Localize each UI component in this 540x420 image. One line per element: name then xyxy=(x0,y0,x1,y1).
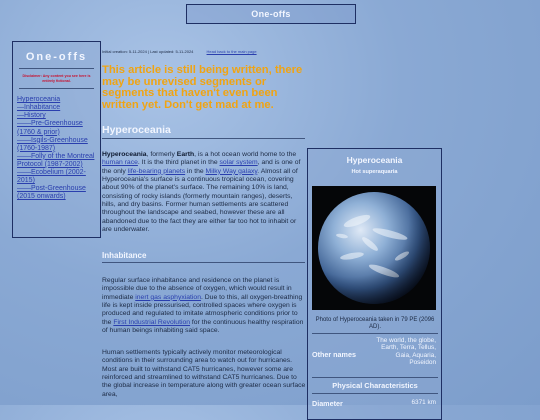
sidebar-link-hyperoceania[interactable]: Hyperoceania xyxy=(17,96,61,104)
inhabitance-text: Regular surface inhabitance and residence on the planet is impossible due to the absence of oxygen, which would result in immediate xyxy=(102,277,292,301)
site-title-bar xyxy=(186,4,356,24)
infobox-title: Hyperoceania xyxy=(346,155,403,165)
sidebar-link-history[interactable]: —History xyxy=(17,112,46,120)
sidebar-link-ecobelium[interactable]: ——Ecobelium (2002-2015) xyxy=(17,169,86,185)
sidebar-link-pre-greenhouse[interactable]: ——Pre-Greenhouse (1760 & prior) xyxy=(17,120,83,136)
infobox-divider xyxy=(312,393,438,394)
section-divider xyxy=(102,262,305,263)
sidebar-divider xyxy=(19,88,94,89)
infobox-other-names-label: Other names xyxy=(312,350,356,359)
intro-text: . It is the third planet in the xyxy=(137,159,220,167)
site-title: One-offs xyxy=(251,9,291,19)
infobox-divider xyxy=(312,333,438,334)
article-meta xyxy=(102,49,257,54)
infobox xyxy=(307,148,442,420)
infobox-subtitle: Hot superaquaria xyxy=(351,169,398,175)
back-to-main-link[interactable]: Head back to the main page xyxy=(206,49,257,54)
inhabitance-paragraph-2: Human settlements typically actively monitor meteorological conditions in their surrounding area to watch out for hurricanes. Most are built to withstand CAT5 hurricanes, however some are reinforced and streamlined to withstand CAT5 hurricanes. Due to the global increase in temperature along with greater ocean surface area, xyxy=(102,349,306,398)
intro-text: , is a hot ocean world home to the xyxy=(194,151,297,158)
infobox-physical-heading: Physical Characteristics xyxy=(332,381,418,390)
planet-photo xyxy=(312,186,436,310)
article-heading: Hyperoceania xyxy=(102,124,171,136)
infobox-diameter-value: 6371 km xyxy=(411,399,436,406)
sidebar-title: One-offs xyxy=(25,51,88,63)
intro-paragraph xyxy=(102,151,307,234)
infobox-divider xyxy=(312,377,438,378)
creation-dates: Initial creation: 5-11-2024 | Last updated: 5-11-2024 xyxy=(102,49,194,54)
link-first-industrial-revolution[interactable]: First Industrial Revolution xyxy=(113,318,191,326)
section-heading-inhabitance: Inhabitance xyxy=(102,251,147,260)
link-solar-system[interactable]: solar system xyxy=(219,159,258,167)
sidebar-disclaimer: Disclaimer: Any content you see here is entirely fictional. xyxy=(22,74,91,83)
infobox-caption: Photo of Hyperoceania taken in 79 PE (2096 AD). xyxy=(315,317,435,330)
draft-warning: This article is still being written, there may be unrevised segments or segments that haven't even been written yet. Don't get mad at me. xyxy=(102,64,303,111)
planet-photo-icon xyxy=(312,186,436,310)
intro-text: , and is one of the only xyxy=(102,159,301,175)
sidebar-nav xyxy=(13,96,100,201)
link-inert-gas-asphyxiation[interactable]: inert gas asphyxiation xyxy=(135,293,201,301)
inhabitance-text: for the continuous healthy respiration of human beings inhabiting said space. xyxy=(102,318,304,335)
sidebar-link-post-greenhouse[interactable]: ——Post-Greenhouse (2015 onwards) xyxy=(17,185,86,201)
sidebar-link-inhabitance[interactable]: —Inhabitance xyxy=(17,104,61,112)
link-life-bearing-planets[interactable]: life-bearing planets xyxy=(127,167,186,175)
link-human-race[interactable]: human race xyxy=(102,159,138,167)
sidebar xyxy=(12,41,101,238)
sidebar-link-isgils-greenhouse[interactable]: ——Isgils-Greenhouse (1760-1987) xyxy=(17,136,88,152)
sidebar-link-montreal-protocol[interactable]: ——Folly of the Montreal Protocol (1987-2002) xyxy=(17,152,95,168)
sidebar-divider xyxy=(19,68,94,69)
intro-text: . Almost all of Hyperoceania's surface is a continuous tropical ocean, covering about 90% of the planet's surface. The remaining 10% is land, consisting of rocky islands (formerly mountain ranges), deserts, hills, and dry basins. Former human settlements are scattered throughout the landscape and seabed, however these are all abandoned due to the fact they are either far too hot to inhabit or are underwater. xyxy=(102,167,298,234)
inhabitance-text: . Due to this, all oxygen-breathing life is kept inside pressurised, controlled spaces where oxygen is produced and regulated to imitate atmospheric conditions prior to the xyxy=(102,293,303,326)
heading-divider xyxy=(102,138,305,139)
inhabitance-paragraph-1 xyxy=(102,277,307,335)
link-milky-way[interactable]: Milky Way galaxy xyxy=(205,167,258,175)
infobox-other-names-value: The world, the globe, Earth, Terra, Tellus, Gaia, Aquaria, Poseidon xyxy=(376,337,436,367)
infobox-diameter-label: Diameter xyxy=(312,399,343,408)
intro-text: in the xyxy=(185,167,206,175)
intro-bold-earth: Earth xyxy=(176,151,195,158)
intro-text: , formerly xyxy=(146,151,177,158)
intro-bold-name: Hyperoceania xyxy=(102,151,147,158)
